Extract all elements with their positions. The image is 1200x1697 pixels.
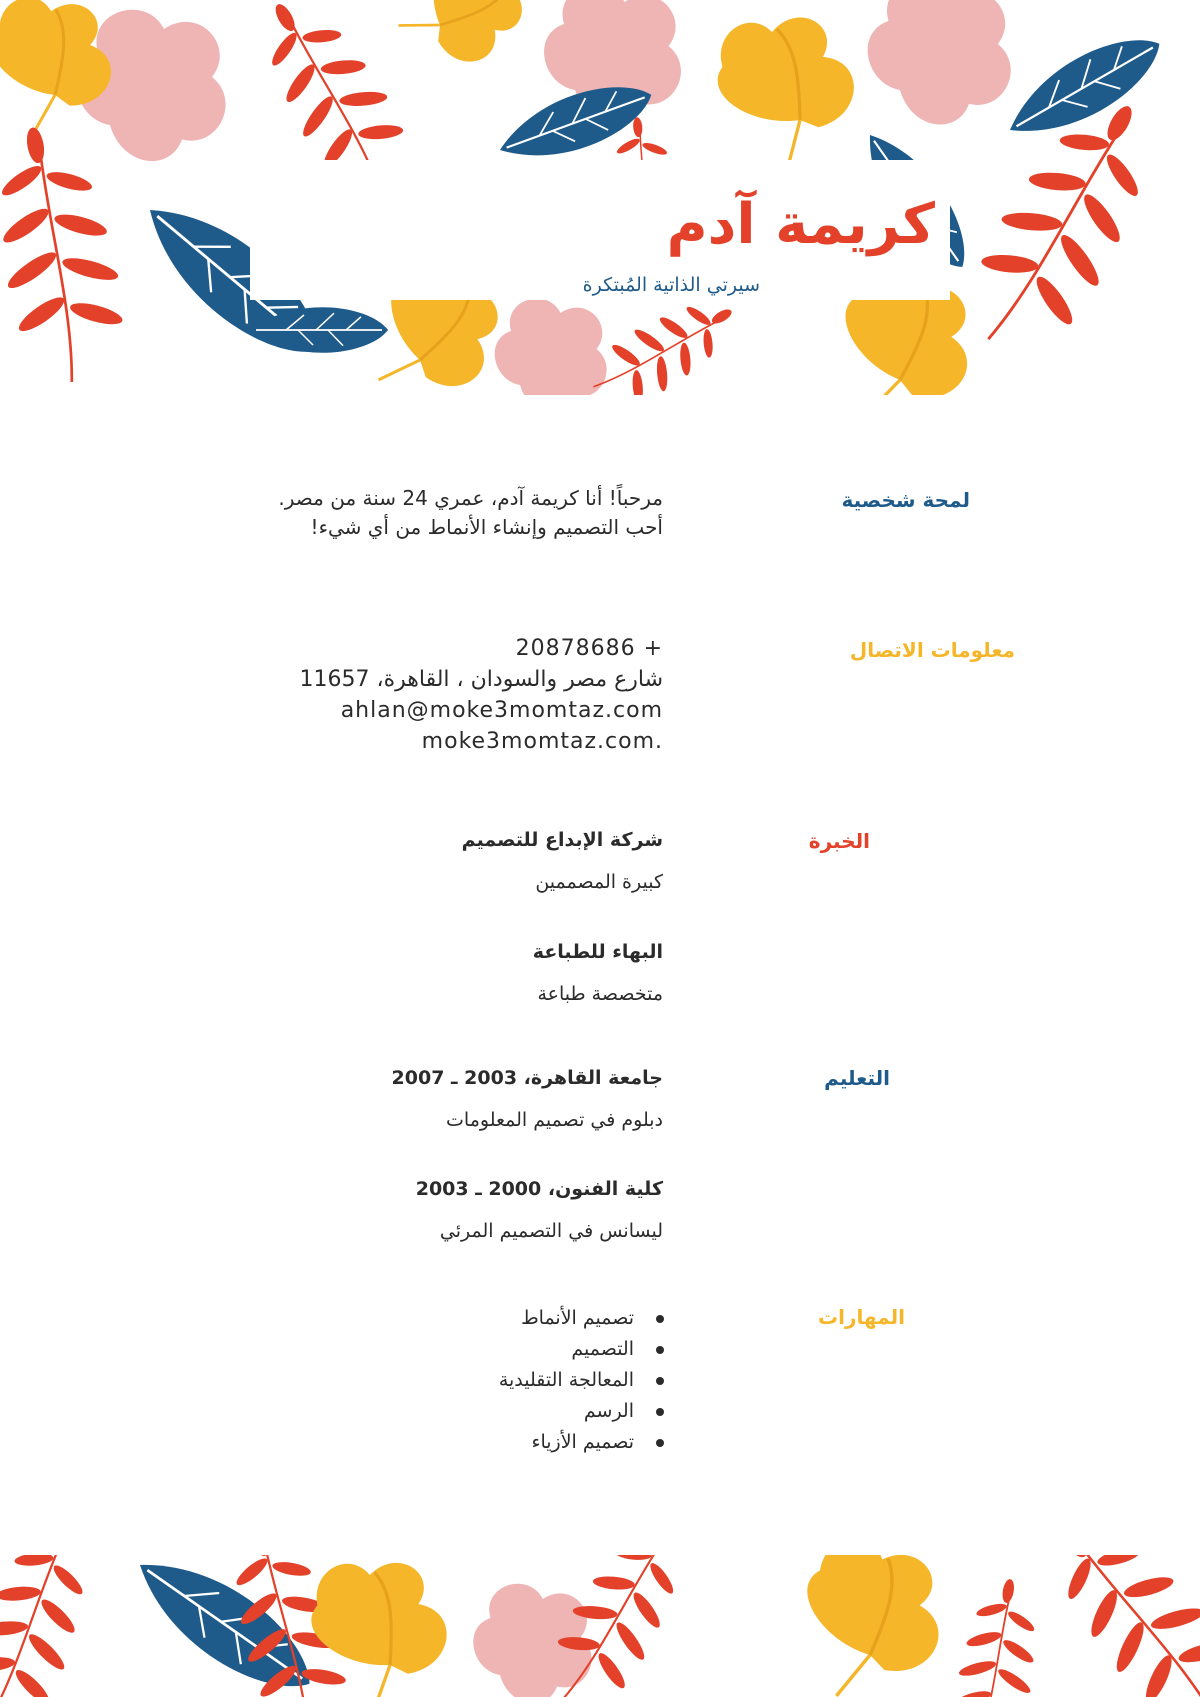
education-title: جامعة القاهرة، 2003 ـ 2007 [391,1067,663,1089]
education-subtitle: دبلوم في تصميم المعلومات [446,1109,663,1131]
education-title: كلية الفنون، 2000 ـ 2003 [415,1178,663,1200]
section-label-skills: المهارات [818,1305,905,1329]
section-label-education: التعليم [824,1066,890,1090]
experience-title: شركة الإبداع للتصميم [461,829,663,851]
fern-icon [0,1555,112,1697]
experience-subtitle: كبيرة المصممين [535,871,663,893]
education-item [392,1064,663,1134]
skills-list [499,1303,668,1458]
profile-line: أحب التصميم وإنشاء الأنماط من أي شيء! [310,515,663,539]
experience-item [462,826,663,896]
fern-icon [945,1573,1051,1697]
section-label-profile: لمحة شخصية [841,488,970,512]
profile-text [278,484,663,542]
footer-decoration [0,1555,1200,1697]
fern-icon [1024,1555,1200,1697]
resume-subtitle: سيرتي الذاتية المُبتكرة [582,274,760,296]
skill-item: تصميم الأزياء [499,1427,668,1458]
contact-block [300,633,663,757]
skill-item: المعالجة التقليدية [499,1365,668,1396]
contact-email[interactable]: ahlan@moke3momtaz.com [340,698,663,723]
oak-leaf-icon [695,0,877,175]
skill-item: تصميم الأنماط [499,1303,668,1334]
contact-website[interactable]: moke3momtaz.com. [421,729,663,754]
resume-name: كريمة آدم [666,192,935,257]
cloud-blob-icon [495,299,607,395]
profile-line: مرحباً! أنا كريمة آدم، عمري 24 سنة من مصر. [278,486,663,510]
contact-phone: 20878686 + [515,636,663,661]
experience-item [533,938,663,1008]
skill-item: التصميم [499,1334,668,1365]
section-label-contact: معلومات الاتصال [849,638,1015,662]
experience-title: البهاء للطباعة [532,941,663,963]
education-item [416,1175,663,1245]
cloud-blob-icon [868,0,1011,125]
oak-leaf-icon [392,0,544,83]
skill-item: الرسم [499,1396,668,1427]
experience-subtitle: متخصصة طباعة [537,983,663,1005]
section-label-experience: الخبرة [808,829,870,853]
education-subtitle: ليسانس في التصميم المرئي [439,1220,663,1242]
fern-icon [0,117,138,391]
oak-leaf-icon [799,1555,949,1697]
contact-address: شارع مصر والسودان ، القاهرة، 11657 [299,667,663,692]
leaf-icon [996,19,1174,154]
